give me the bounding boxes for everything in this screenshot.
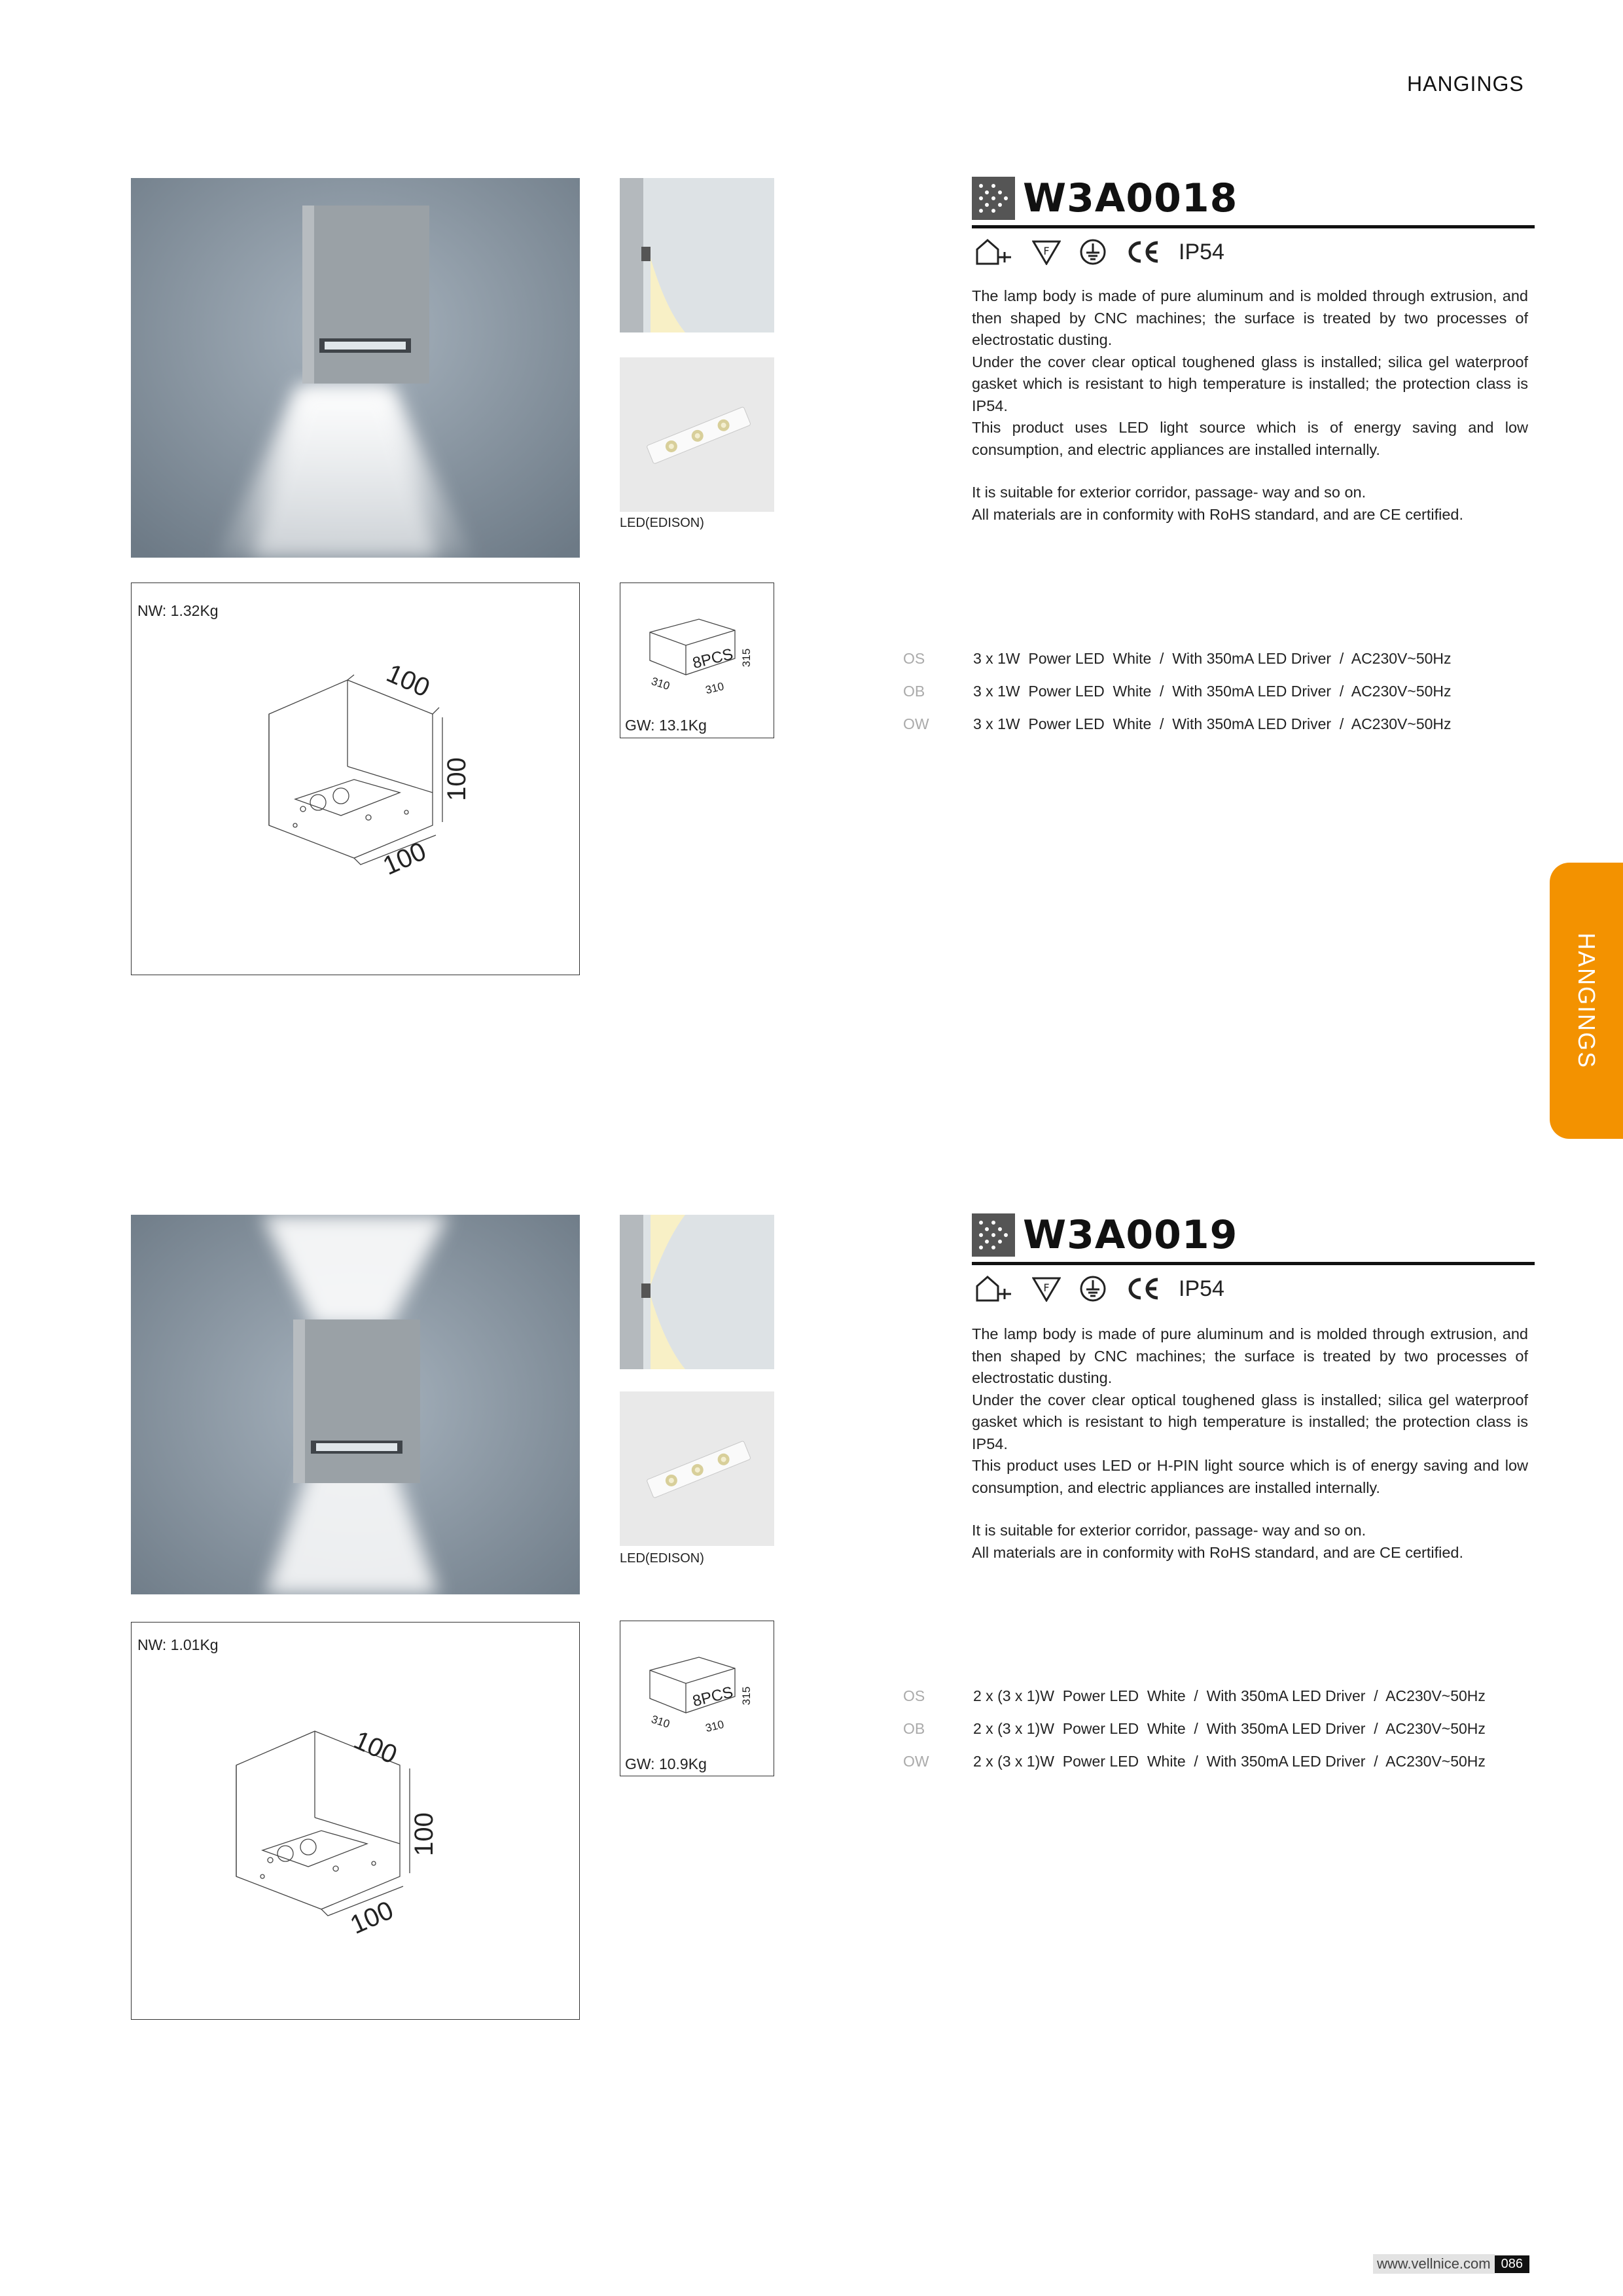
desc-paragraph: The lamp body is made of pure aluminum and is molded through extrusion, and then shaped by CNC machines; the surface is treated by two processes of electrostatic dusting. bbox=[972, 287, 1528, 348]
dim-height: 100 bbox=[409, 1812, 438, 1856]
dim-depth: 100 bbox=[378, 836, 431, 881]
side-tab-label: HANGINGS bbox=[1573, 932, 1600, 1069]
certification-icons bbox=[974, 238, 1535, 266]
carton-pcs: 8PCS bbox=[690, 645, 735, 673]
dimension-drawing-box bbox=[131, 1622, 580, 2020]
page-number: 086 bbox=[1495, 2255, 1529, 2273]
section-header: HANGINGS bbox=[1407, 72, 1524, 96]
gross-weight: GW: 13.1Kg bbox=[625, 717, 707, 734]
ce-mark-icon bbox=[1125, 1276, 1160, 1302]
carton-w: 310 bbox=[649, 675, 671, 692]
spec-code: OS bbox=[903, 650, 925, 667]
desc-paragraph: The lamp body is made of pure aluminum and is molded through extrusion, and then shaped by CNC machines; the surface is treated by two processes of electrostatic dusting. bbox=[972, 1325, 1528, 1386]
led-dots-icon bbox=[972, 1213, 1015, 1257]
spec-row bbox=[903, 683, 1544, 715]
spec-text: 2 x (3 x 1)W Power LED White / With 350mA LED Driver / AC230V~50Hz bbox=[973, 1687, 1486, 1704]
ce-mark-icon bbox=[1125, 239, 1160, 265]
desc-paragraph: This product uses LED or H-PIN light source which is of energy saving and low consumption, and electric appliances are installed internally. bbox=[972, 1457, 1528, 1496]
product-description bbox=[972, 1323, 1528, 1564]
spec-code: OS bbox=[903, 1687, 925, 1704]
spec-text: 2 x (3 x 1)W Power LED White / With 350mA LED Driver / AC230V~50Hz bbox=[973, 1753, 1486, 1770]
led-label: LED(EDISON) bbox=[620, 516, 704, 530]
carton-w: 310 bbox=[649, 1713, 671, 1731]
desc-paragraph: All materials are in conformity with RoHS standard, and are CE certified. bbox=[972, 505, 1464, 523]
carton-h: 315 bbox=[740, 1686, 753, 1706]
led-module-thumbnail bbox=[620, 357, 774, 512]
ground-icon bbox=[1079, 238, 1107, 266]
certification-icons bbox=[974, 1274, 1535, 1303]
spec-text: 3 x 1W Power LED White / With 350mA LED Driver / AC230V~50Hz bbox=[973, 715, 1452, 732]
spec-code: OB bbox=[903, 1720, 925, 1737]
light-distribution-thumbnail bbox=[620, 178, 774, 332]
carton-h: 315 bbox=[740, 648, 753, 668]
product-code: W3A0018 bbox=[1023, 175, 1238, 221]
gross-weight: GW: 10.9Kg bbox=[625, 1755, 707, 1772]
dim-width: 100 bbox=[349, 1725, 402, 1770]
spec-code: OW bbox=[903, 1753, 929, 1770]
ground-icon bbox=[1079, 1275, 1107, 1302]
desc-paragraph: Under the cover clear optical toughened glass is installed; silica gel waterproof gasket which is resistant to high temperature is installed; the protection class is IP54. bbox=[972, 1391, 1528, 1452]
spec-row bbox=[903, 1720, 1544, 1753]
desc-paragraph: It is suitable for exterior corridor, passage- way and so on. bbox=[972, 1522, 1366, 1539]
product-description bbox=[972, 285, 1528, 526]
product-title-block bbox=[972, 1212, 1535, 1303]
indoor-outdoor-icon bbox=[974, 238, 1014, 266]
product-code: W3A0019 bbox=[1023, 1212, 1238, 1258]
page-footer bbox=[1373, 2254, 1529, 2274]
carton-d: 310 bbox=[704, 679, 726, 697]
light-distribution-thumbnail bbox=[620, 1215, 774, 1369]
led-dots-icon bbox=[972, 177, 1015, 220]
dimension-drawing-box bbox=[131, 583, 580, 975]
spec-table bbox=[903, 650, 1544, 748]
spec-row bbox=[903, 650, 1544, 683]
f-mark-icon bbox=[1032, 239, 1061, 265]
svg-text:F: F bbox=[1043, 245, 1050, 257]
net-weight: NW: 1.01Kg bbox=[137, 1636, 219, 1653]
f-mark-icon bbox=[1032, 1276, 1061, 1302]
led-label: LED(EDISON) bbox=[620, 1551, 704, 1566]
spec-text: 2 x (3 x 1)W Power LED White / With 350mA LED Driver / AC230V~50Hz bbox=[973, 1720, 1486, 1737]
ip-rating: IP54 bbox=[1179, 239, 1224, 264]
indoor-outdoor-icon bbox=[974, 1274, 1014, 1303]
product-photo-downlight bbox=[131, 178, 580, 558]
spec-row bbox=[903, 1753, 1544, 1785]
spec-row bbox=[903, 715, 1544, 748]
product-title-block bbox=[972, 175, 1535, 266]
svg-text:F: F bbox=[1043, 1282, 1050, 1294]
carton-d: 310 bbox=[704, 1717, 726, 1735]
dim-depth: 100 bbox=[346, 1895, 398, 1940]
desc-paragraph: All materials are in conformity with RoHS standard, and are CE certified. bbox=[972, 1543, 1464, 1561]
spec-code: OB bbox=[903, 683, 925, 700]
spec-text: 3 x 1W Power LED White / With 350mA LED Driver / AC230V~50Hz bbox=[973, 683, 1452, 700]
product-photo-updown bbox=[131, 1215, 580, 1594]
footer-url[interactable]: www.vellnice.com bbox=[1373, 2254, 1495, 2274]
desc-paragraph: This product uses LED light source which is of energy saving and low consumption, and electric appliances are installed internally. bbox=[972, 419, 1528, 458]
dim-height: 100 bbox=[442, 757, 471, 801]
led-module-thumbnail bbox=[620, 1391, 774, 1546]
net-weight: NW: 1.32Kg bbox=[137, 602, 219, 619]
carton-pcs: 8PCS bbox=[690, 1683, 735, 1711]
desc-paragraph: Under the cover clear optical toughened glass is installed; silica gel waterproof gasket which is resistant to high temperature is installed; the protection class is IP54. bbox=[972, 353, 1528, 414]
spec-row bbox=[903, 1687, 1544, 1720]
desc-paragraph: It is suitable for exterior corridor, passage- way and so on. bbox=[972, 484, 1366, 501]
side-tab-hangings[interactable] bbox=[1550, 863, 1623, 1139]
ip-rating: IP54 bbox=[1179, 1276, 1224, 1301]
spec-text: 3 x 1W Power LED White / With 350mA LED Driver / AC230V~50Hz bbox=[973, 650, 1452, 667]
dim-width: 100 bbox=[382, 658, 435, 703]
spec-code: OW bbox=[903, 715, 929, 732]
spec-table bbox=[903, 1687, 1544, 1785]
